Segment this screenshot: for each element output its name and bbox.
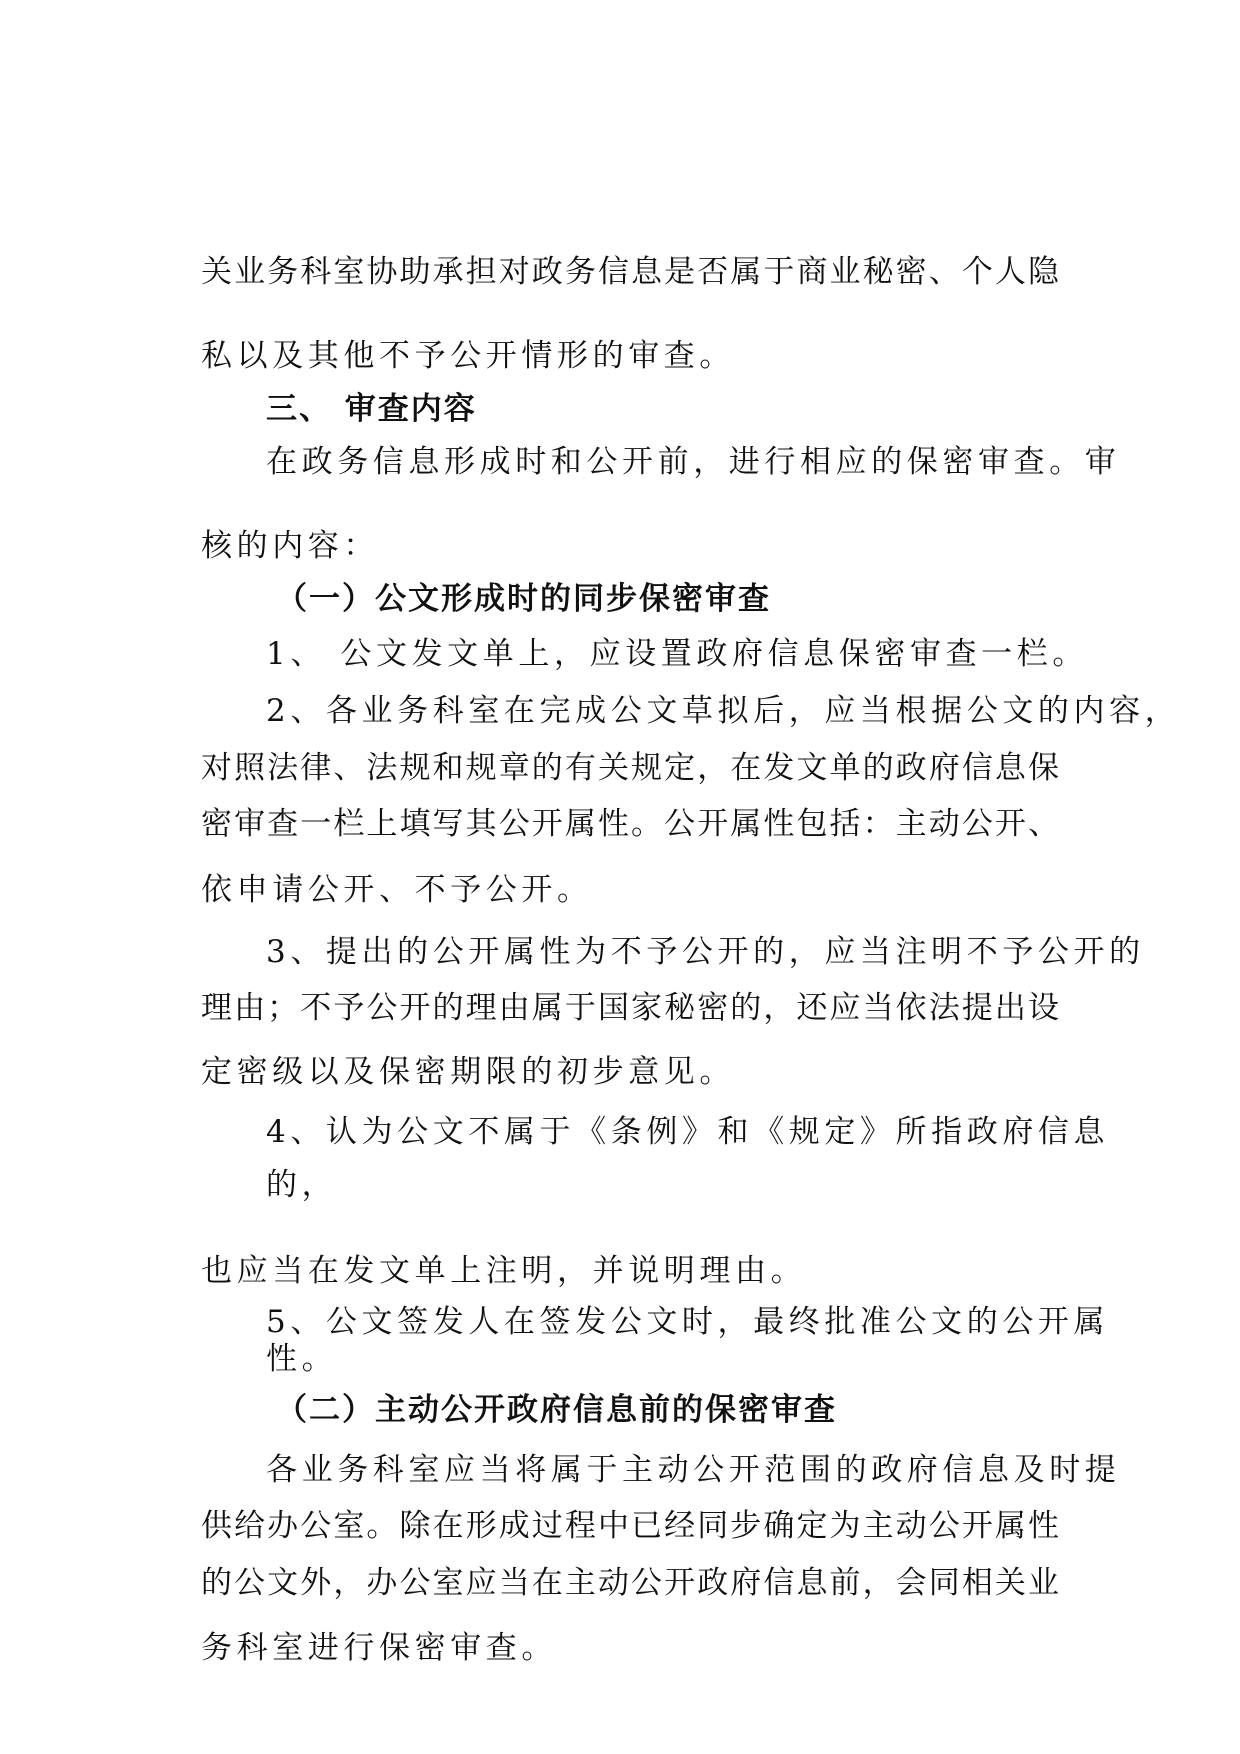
body-line: 各业务科室应当将属于主动公开范围的政府信息及时提	[266, 1452, 1121, 1488]
body-line: 在政务信息形成时和公开前，进行相应的保密审查。审	[266, 444, 1121, 480]
body-line: 核的内容：	[201, 528, 379, 564]
list-item: 2、各业务科室在完成公文草拟后，应当根据公文的内容，	[266, 693, 1181, 729]
body-line: 关业务科室协助承担对政务信息是否属于商业秘密、个人隐	[201, 254, 1059, 290]
body-line: 供给办公室。除在形成过程中已经同步确定为主动公开属性	[201, 1508, 1059, 1544]
subsection-heading: （一）公文形成时的同步保密审查	[276, 581, 771, 617]
body-line: 依申请公开、不予公开。	[201, 872, 593, 908]
body-line: 对照法律、法规和规章的有关规定，在发文单的政府信息保	[201, 750, 1059, 786]
body-line: 的，	[266, 1167, 338, 1203]
body-line: 理由；不予公开的理由属于国家秘密的，还应当依法提出设	[201, 990, 1059, 1026]
body-line: 定密级以及保密期限的初步意见。	[201, 1054, 735, 1090]
body-line: 务科室进行保密审查。	[201, 1630, 557, 1666]
list-item: 3、提出的公开属性为不予公开的，应当注明不予公开的	[266, 934, 1145, 970]
list-item: 1、 公文发文单上，应设置政府信息保密审查一栏。	[266, 636, 1088, 672]
subsection-heading: （二）主动公开政府信息前的保密审查	[276, 1392, 837, 1428]
body-line: 密审查一栏上填写其公开属性。公开属性包括：主动公开、	[201, 806, 1059, 842]
body-line: 性。	[266, 1341, 338, 1377]
list-item: 4、认为公文不属于《条例》和《规定》所指政府信息	[266, 1114, 1110, 1150]
body-line: 的公文外，办公室应当在主动公开政府信息前，会同相关业	[201, 1565, 1059, 1601]
list-item: 5、公文签发人在签发公文时，最终批准公文的公开属	[266, 1304, 1110, 1340]
body-line: 也应当在发文单上注明，并说明理由。	[201, 1253, 807, 1289]
body-line: 私以及其他不予公开情形的审查。	[201, 338, 735, 374]
section-heading: 三、 审查内容	[266, 391, 477, 427]
